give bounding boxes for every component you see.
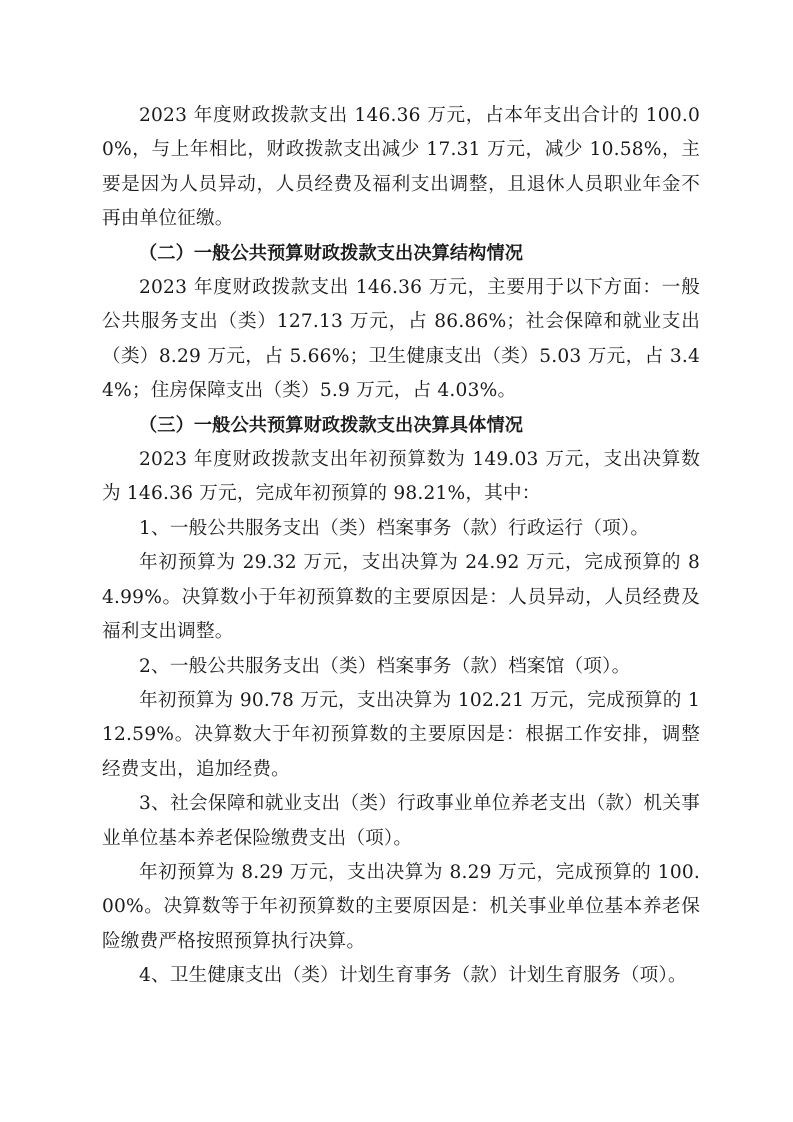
section-heading-structure: （二）一般公共预算财政拨款支出决算结构情况 xyxy=(139,242,524,264)
item-2-title: 2、一般公共服务支出（类）档案事务（款）档案馆（项）。 xyxy=(139,655,631,677)
paragraph-total-expenditure: 2023 年度财政拨款支出 146.36 万元，占本年支出合计的 100.00%，与上年相比，财政拨款支出减少 17.31 万元，减少 10.58%，主要是因为人员异动，人员经费及福利支出调整，且退休人员职业年金不再由单位征缴。 xyxy=(102,105,700,230)
item-3-detail: 年初预算为 8.29 万元，支出决算为 8.29 万元，完成预算的 100.00%。决算数等于年初预算数的主要原因是：机关事业单位基本养老保险缴费严格按照预算执行决算。 xyxy=(102,861,700,952)
paragraph-structure-breakdown: 2023 年度财政拨款支出 146.36 万元，主要用于以下方面：一般公共服务支出（类）127.13 万元，占 86.86%；社会保障和就业支出（类）8.29 万元，占 5.66%；卫生健康支出（类）5.03 万元，占 3.44%；住房保障支出（类）5.9 万元，占 4.03%。 xyxy=(102,277,700,402)
item-4-title: 4、卫生健康支出（类）计划生育事务（款）计划生育服务（项）。 xyxy=(139,965,687,987)
item-1-title: 1、一般公共服务支出（类）档案事务（款）行政运行（项）。 xyxy=(139,517,650,539)
item-1-detail: 年初预算为 29.32 万元，支出决算为 24.92 万元，完成预算的 84.99%。决算数小于年初预算数的主要原因是：人员异动，人员经费及福利支出调整。 xyxy=(102,552,700,643)
paragraph-budget-completion: 2023 年度财政拨款支出年初预算数为 149.03 万元，支出决算数为 146.36 万元，完成年初预算的 98.21%，其中： xyxy=(102,449,700,505)
item-3-title: 3、社会保障和就业支出（类）行政事业单位养老支出（款）机关事业单位基本养老保险缴费支出（项）。 xyxy=(102,793,700,849)
item-2-detail: 年初预算为 90.78 万元，支出决算为 102.21 万元，完成预算的 112.59%。决算数大于年初预算数的主要原因是：根据工作安排，调整经费支出，追加经费。 xyxy=(102,689,700,780)
section-heading-details: （三）一般公共预算财政拨款支出决算具体情况 xyxy=(139,414,524,436)
document-body xyxy=(102,99,700,994)
